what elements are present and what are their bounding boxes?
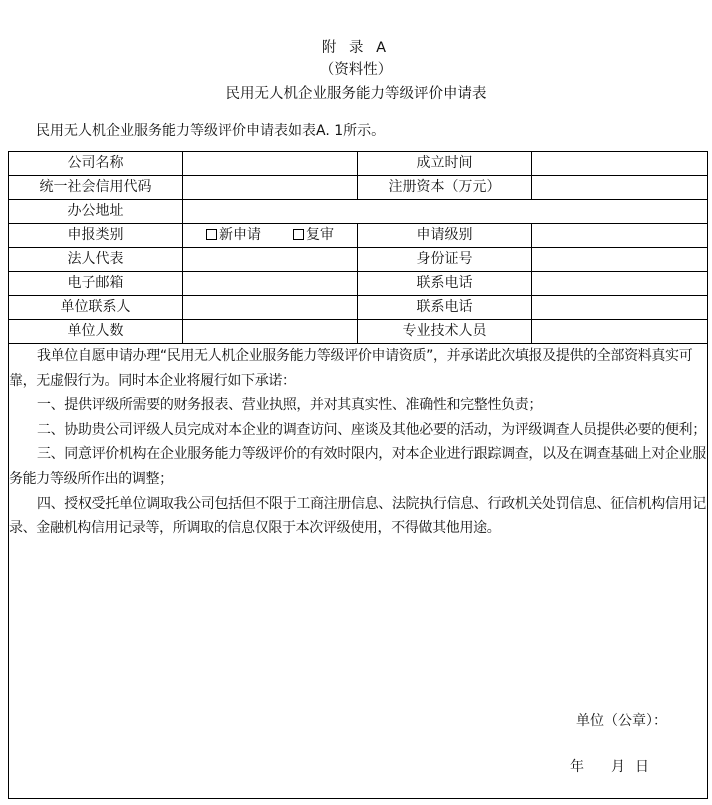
pledge-item-3: 三、同意评价机构在企业服务能力等级评价的有效时限内，对本企业进行跟踪调查，以及在调查基础上对企业服务能力等级所作出的调整； xyxy=(9,446,706,487)
company-name-label: 公司名称 xyxy=(9,152,183,176)
apply-type-options xyxy=(183,224,358,248)
option-new[interactable] xyxy=(206,224,261,247)
table-row xyxy=(9,200,708,224)
tech-staff-label: 专业技术人员 xyxy=(358,320,532,344)
contact-person-field[interactable] xyxy=(183,296,358,320)
contact-person-label: 单位联系人 xyxy=(9,296,183,320)
phone-field[interactable] xyxy=(532,272,708,296)
appendix-heading: 附 录 A xyxy=(321,40,391,56)
company-name-field[interactable] xyxy=(183,152,358,176)
date-year: 年 xyxy=(570,759,584,775)
legal-rep-label: 法人代表 xyxy=(9,248,183,272)
table-row xyxy=(9,224,708,248)
credit-code-field[interactable] xyxy=(183,176,358,200)
email-field[interactable] xyxy=(183,272,358,296)
table-row xyxy=(9,152,708,176)
appendix-nature: （资料性） xyxy=(319,62,393,78)
intro-text: 民用无人机企业服务能力等级评价申请表如表A. 1所示。 xyxy=(36,123,386,139)
id-number-field[interactable] xyxy=(532,248,708,272)
option-review[interactable] xyxy=(293,224,334,247)
option-review-label: 复审 xyxy=(306,227,334,243)
table-row xyxy=(9,320,708,344)
option-new-label: 新申请 xyxy=(219,227,261,243)
established-label: 成立时间 xyxy=(358,152,532,176)
headcount-field[interactable] xyxy=(183,320,358,344)
apply-level-label: 申请级别 xyxy=(358,224,532,248)
tech-staff-field[interactable] xyxy=(532,320,708,344)
signature-date xyxy=(570,756,649,776)
contact-phone-label: 联系电话 xyxy=(358,296,532,320)
table-row xyxy=(9,296,708,320)
table-row xyxy=(9,272,708,296)
table-row xyxy=(9,248,708,272)
form-title: 民用无人机企业服务能力等级评价申请表 xyxy=(225,86,487,102)
contact-phone-field[interactable] xyxy=(532,296,708,320)
pledge-section xyxy=(9,344,708,799)
apply-level-field[interactable] xyxy=(532,224,708,248)
registered-capital-field[interactable] xyxy=(532,176,708,200)
pledge-item-2: 二、协助贵公司评级人员完成对本企业的调查访问、座谈及其他必要的活动，为评级调查人员提供必要的便利； xyxy=(37,421,706,438)
registered-capital-label: 注册资本（万元） xyxy=(358,176,532,200)
office-address-field[interactable] xyxy=(183,200,708,224)
pledge-item-1: 一、提供评级所需要的财务报表、营业执照，并对其真实性、准确性和完整性负责； xyxy=(37,397,543,414)
pledge-intro: 我单位自愿申请办理“民用无人机企业服务能力等级评价申请资质”，并承诺此次填报及提供的全部资料真实可靠，无虚假行为。同时本企业将履行如下承诺： xyxy=(9,348,693,389)
email-label: 电子邮箱 xyxy=(9,272,183,296)
table-row xyxy=(9,344,708,799)
credit-code-label: 统一社会信用代码 xyxy=(9,176,183,200)
apply-type-label: 申报类别 xyxy=(9,224,183,248)
application-form-table xyxy=(8,151,708,799)
date-month: 月 xyxy=(611,759,625,775)
table-row xyxy=(9,176,708,200)
date-day: 日 xyxy=(635,759,649,775)
legal-rep-field[interactable] xyxy=(183,248,358,272)
seal-label: 单位（公章）： xyxy=(576,713,667,729)
checkbox-new[interactable] xyxy=(206,229,217,240)
office-address-label: 办公地址 xyxy=(9,200,183,224)
pledge-item-4: 四、授权受托单位调取我公司包括但不限于工商注册信息、法院执行信息、行政机关处罚信息、征信机构信用记录、金融机构信用记录等，所调取的信息仅限于本次评级使用，不得做其他用途。 xyxy=(9,495,706,537)
id-number-label: 身份证号 xyxy=(358,248,532,272)
phone-label: 联系电话 xyxy=(358,272,532,296)
established-field[interactable] xyxy=(532,152,708,176)
headcount-label: 单位人数 xyxy=(9,320,183,344)
checkbox-review[interactable] xyxy=(293,229,304,240)
